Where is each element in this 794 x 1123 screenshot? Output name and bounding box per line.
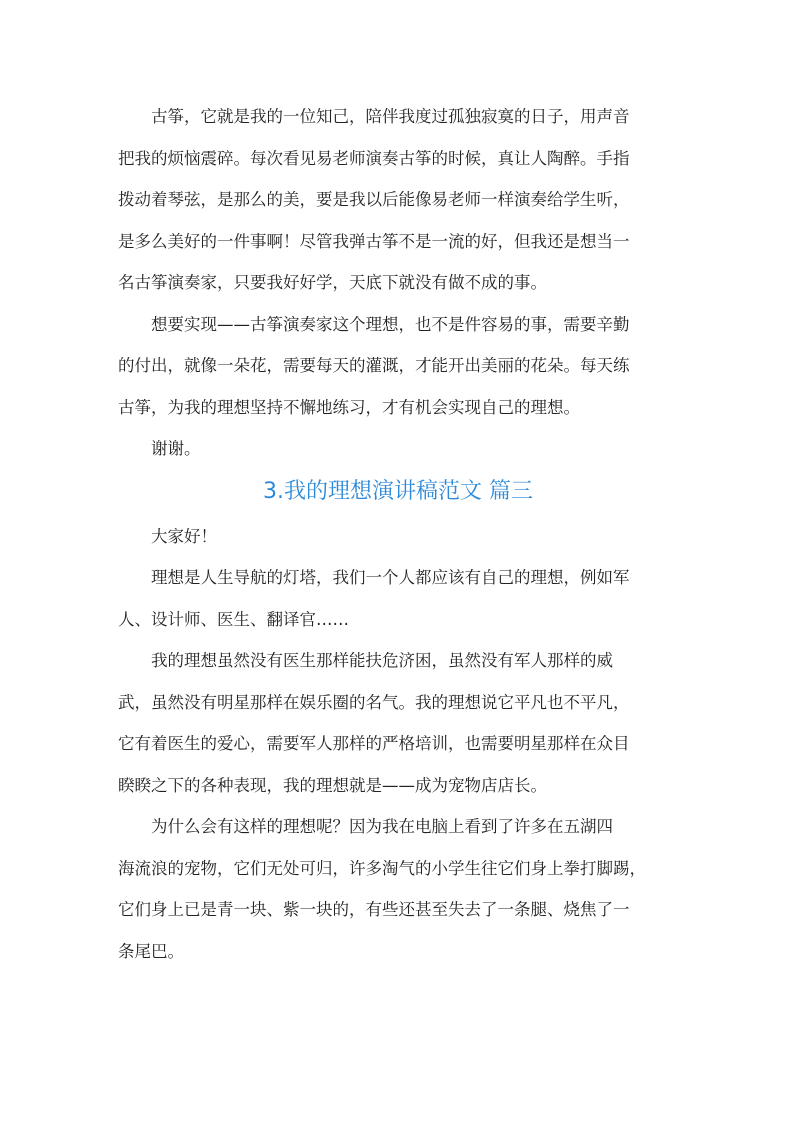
paragraph [118, 806, 678, 972]
section-2-tail [118, 96, 678, 470]
paragraph-line: 拨动着琴弦，是那么的美，要是我以后能像易老师一样演奏给学生听， [118, 190, 630, 209]
document-page [118, 96, 678, 972]
paragraph-line: 把我的烦恼震碎。每次看见易老师演奏古筝的时候，真让人陶醉。手指 [118, 148, 630, 168]
paragraph-line: 条尾巴。 [118, 941, 184, 961]
paragraph [118, 428, 678, 470]
paragraph-line: 谢谢。 [151, 439, 201, 458]
paragraph-line: 它有着医生的爱心，需要军人那样的严格培训，也需要明星那样在众目 [118, 734, 630, 753]
paragraph-line: 睽睽之下的各种表现，我的理想就是——成为宠物店店长。 [118, 775, 547, 795]
section-3-heading: 3.我的理想演讲稿范文 篇三 [263, 478, 533, 504]
paragraph-line: 是多么美好的一件事啊！尽管我弹古筝不是一流的好，但我还是想当一 [118, 231, 630, 251]
paragraph-line: 我的理想虽然没有医生那样能扶危济困，虽然没有军人那样的威 [151, 651, 613, 670]
paragraph-line: 古筝，它就是我的一位知己，陪伴我度过孤独寂寞的日子，用声音 [151, 107, 630, 126]
paragraph-line: 想要实现——古筝演奏家这个理想，也不是件容易的事，需要辛勤 [151, 314, 630, 334]
paragraph [118, 96, 678, 304]
paragraph-line: 它们身上已是青一块、紫一块的，有些还甚至失去了一条腿、烧焦了一 [118, 900, 630, 919]
paragraph-line: 大家好！ [151, 526, 217, 546]
section-3-body [118, 516, 678, 973]
paragraph [118, 516, 678, 558]
paragraph [118, 557, 678, 640]
paragraph-line: 名古筝演奏家，只要我好好学，天底下就没有做不成的事。 [118, 273, 547, 292]
paragraph [118, 640, 678, 806]
paragraph-line: 人、设计师、医生、翻译官…… [118, 609, 349, 629]
paragraph-line: 武，虽然没有明星那样在娱乐圈的名气。我的理想说它平凡也不平凡， [118, 692, 630, 712]
paragraph-line: 理想是人生导航的灯塔，我们一个人都应该有自己的理想，例如军 [151, 568, 630, 587]
paragraph-line: 古筝，为我的理想坚持不懈地练习，才有机会实现自己的理想。 [118, 397, 580, 417]
paragraph-line: 海流浪的宠物，它们无处可归，许多淘气的小学生往它们身上拳打脚踢， [118, 858, 646, 878]
paragraph-line: 的付出，就像一朵花，需要每天的灌溉，才能开出美丽的花朵。每天练 [118, 356, 630, 375]
paragraph [118, 304, 678, 429]
paragraph-line: 为什么会有这样的理想呢？因为我在电脑上看到了许多在五湖四 [151, 817, 613, 836]
